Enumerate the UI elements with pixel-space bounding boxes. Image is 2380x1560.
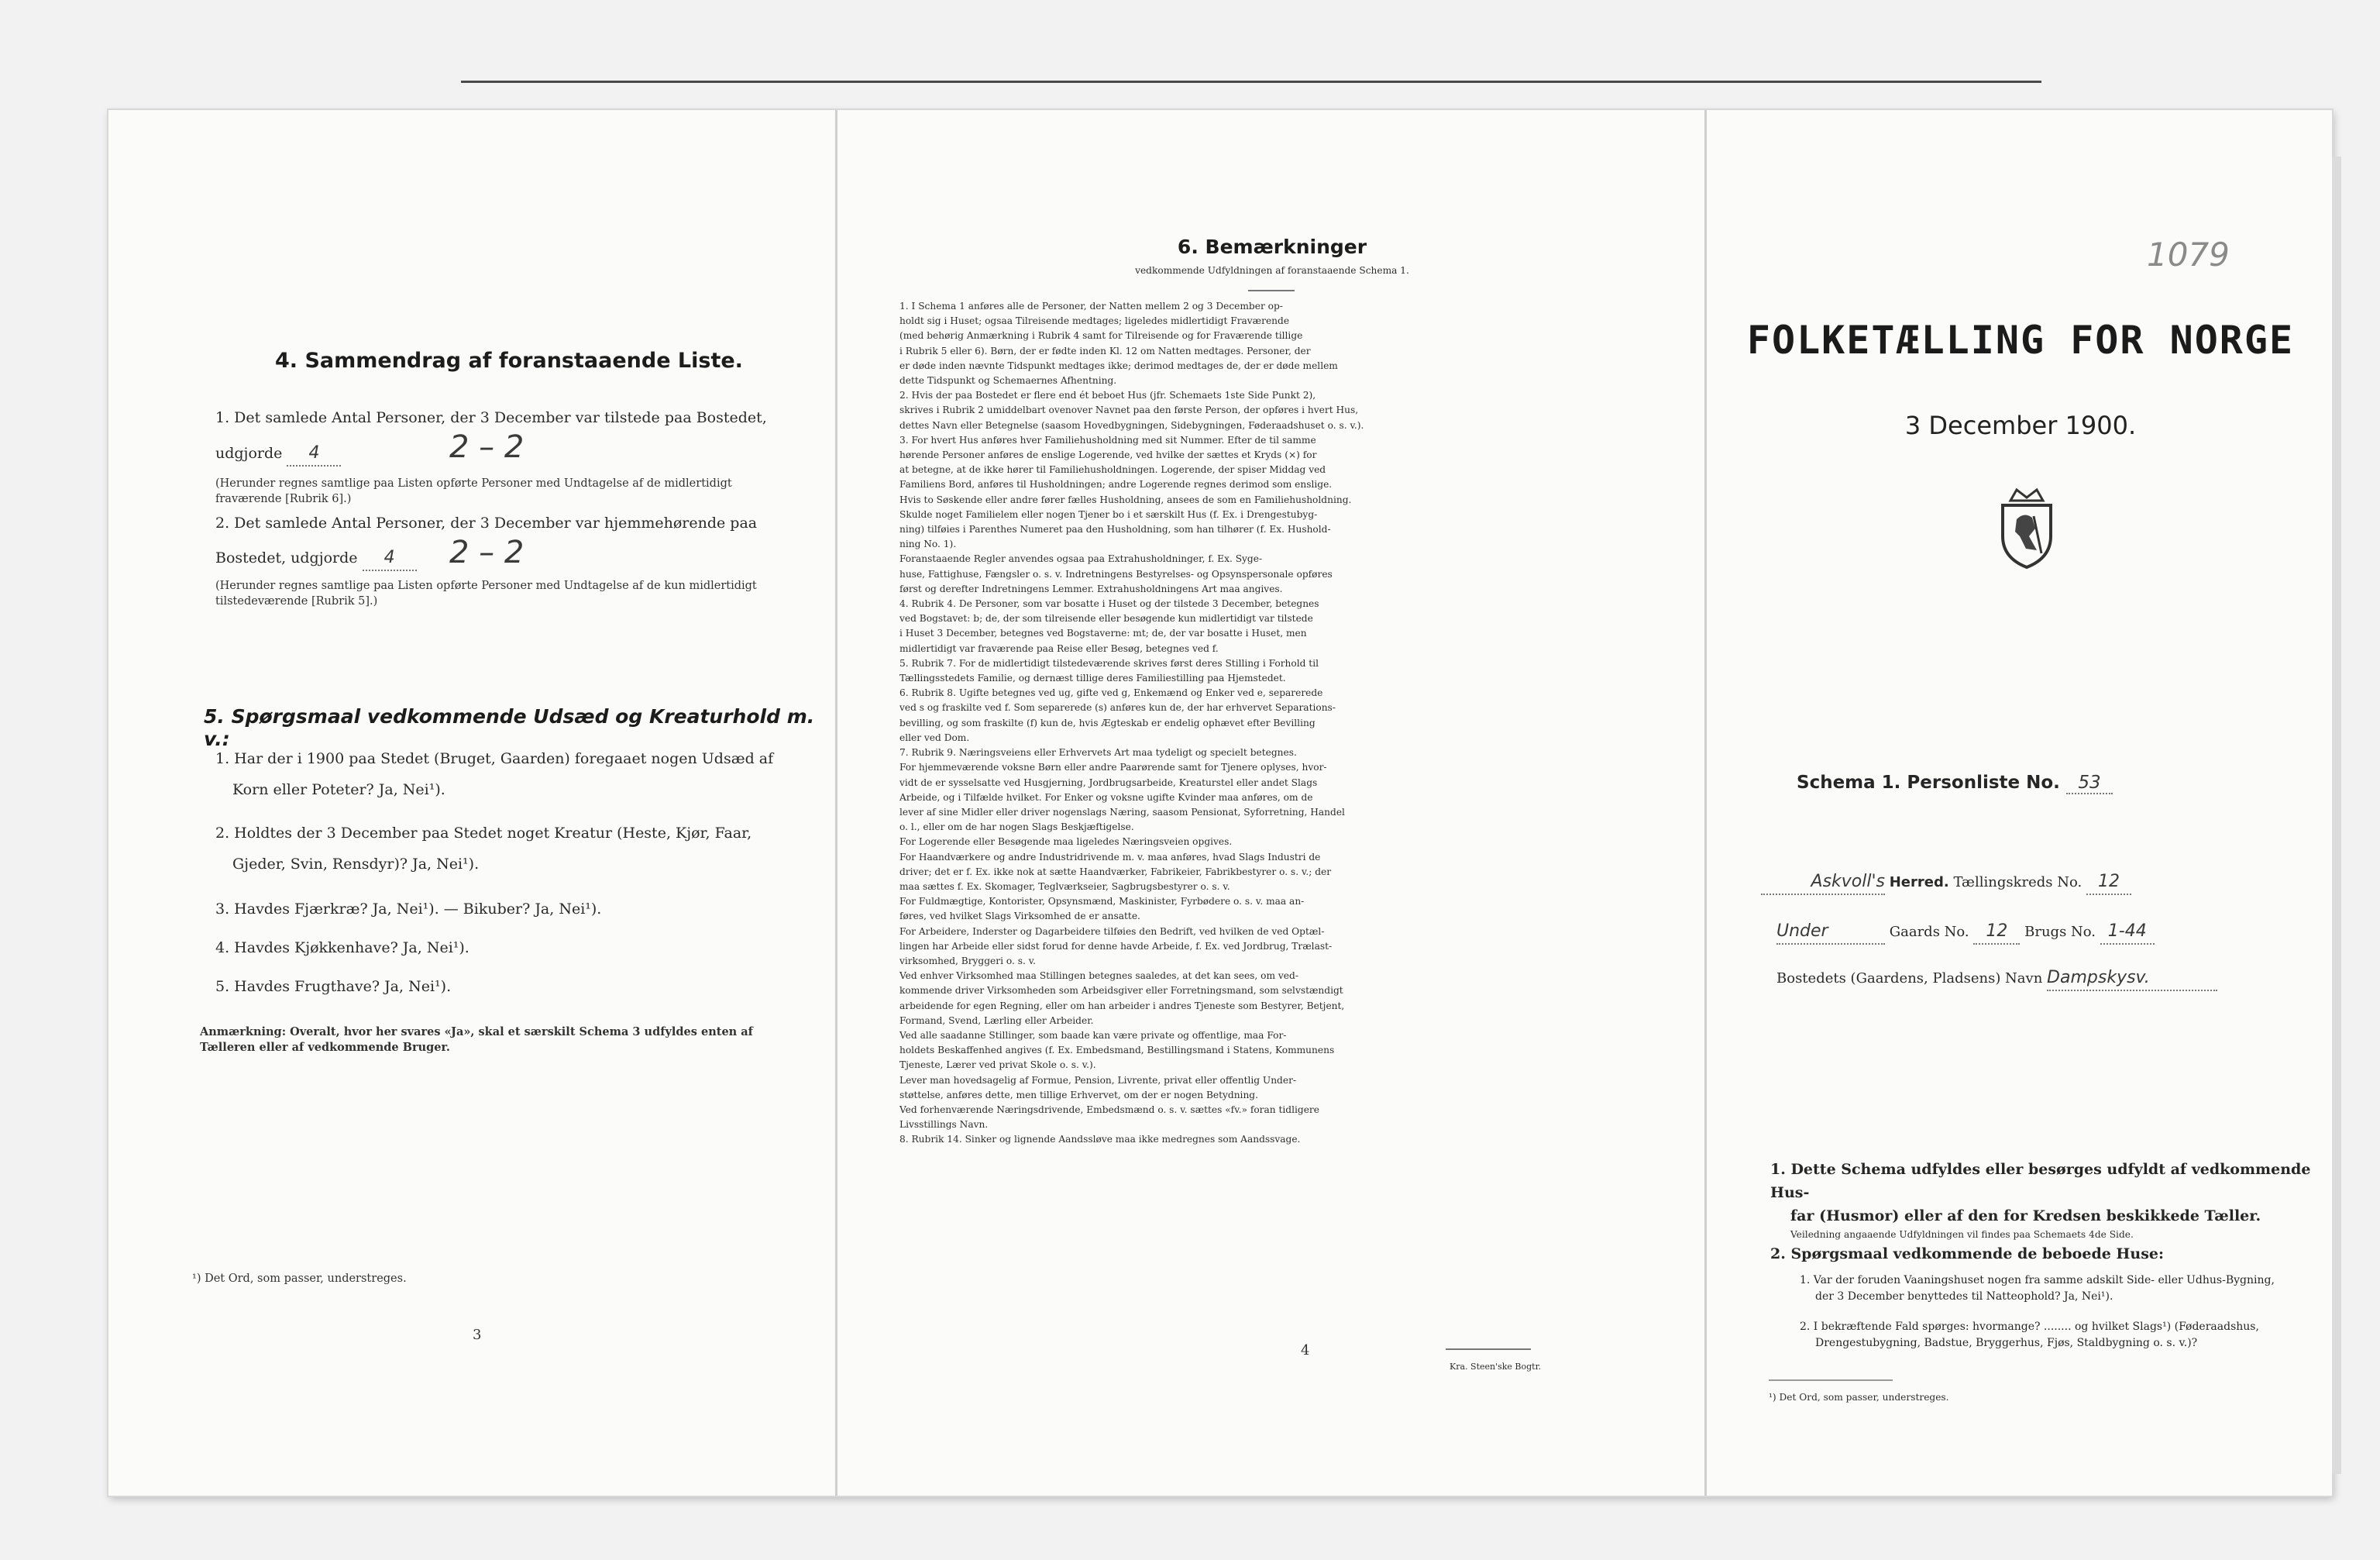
remark-line: Ved forhenværende Næringsdrivende, Embedsmænd o. s. v. sættes «fv.» foran tidligere: [899, 1104, 1319, 1115]
remark-line: Arbeide, og i Tilfælde hvilket. For Enker og voksne ugifte Kvinder maa anføres, om de: [899, 791, 1313, 803]
remark-line: 8. Rubrik 14. Sinker og lignende Aandssløve maa ikke medregnes som Aandssvage.: [899, 1134, 1301, 1145]
q1-note: (Herunder regnes samtlige paa Listen opførte Personer med Undtagelse af de midlertidigt fraværende [Rubrik 6].): [215, 477, 732, 505]
printer-rule: [1446, 1348, 1531, 1350]
census-sheet: [108, 110, 2332, 1496]
remark-line: 5. Rubrik 7. For de midlertidigt tilstedeværende skrives først deres Stilling i Forhold til: [899, 657, 1319, 669]
remark-line: 1. I Schema 1 anføres alle de Personer, der Natten mellem 2 og 3 December op-: [899, 301, 1283, 312]
sub-1b: der 3 December benyttedes til Natteophold? Ja, Nei¹).: [1815, 1290, 2113, 1303]
remark-line: Tjeneste, Lærer ved privat Skole o. s. v.).: [899, 1059, 1096, 1071]
instructions: [1770, 1158, 2313, 1266]
remark-line: For Logerende eller Besøgende maa ligeledes Næringsveien opgives.: [899, 836, 1233, 848]
footnote-rule: [1769, 1379, 1893, 1381]
remark-line: For hjemmeværende voksne Børn eller andre Paarørende samt for Tjenere oplyses, hvor-: [899, 762, 1327, 773]
remark-line: 2. Hvis der paa Bostedet er flere end ét beboet Hus (jfr. Schemaets 1ste Side Punkt 2),: [899, 390, 1316, 401]
q5-3: 3. Havdes Fjærkræ? Ja, Nei¹). — Bikuber? Ja, Nei¹).: [215, 901, 602, 918]
instr-2: 2. Spørgsmaal vedkommende de beboede Huse:: [1770, 1245, 2164, 1263]
remark-line: ning No. 1).: [899, 539, 957, 550]
remark-line: Skulde noget Familielem eller nogen Tjener bo i et særskilt Hus (f. Ex. i Drengestubyg-: [899, 508, 1318, 520]
remark-line: 3. For hvert Hus anføres hver Familiehusholdning med sit Nummer. Efter de til samme: [899, 434, 1316, 446]
kreds-label: Tællingskreds No.: [1953, 874, 2082, 890]
schema-label: Schema 1. Personliste No.: [1797, 773, 2060, 793]
sub-2b: Drengestubygning, Badstue, Bryggerhus, Fjøs, Staldbygning o. s. v.)?: [1815, 1337, 2198, 1349]
remark-line: ved s og fraskilte ved f. Som separerede (s) anføres kun de, der har erhvervet Separations-: [899, 702, 1336, 714]
remark-line: eller ved Dom.: [899, 732, 970, 743]
remark-line: virksomhed, Bryggeri o. s. v.: [899, 955, 1037, 966]
page-1: [1704, 110, 2334, 1496]
remark-line: 6. Rubrik 8. Ugifte betegnes ved ug, gifte ved g, Enkemænd og Enker ved e, separerede: [899, 687, 1323, 699]
q5-4: 4. Havdes Kjøkkenhave? Ja, Nei¹).: [215, 939, 469, 956]
instr-1b: far (Husmor) eller af den for Kredsen beskikkede Tæller.: [1790, 1207, 2261, 1224]
kreds-no: 12: [2086, 870, 2131, 895]
census-title: FOLKETÆLLING FOR NORGE: [1746, 318, 2295, 363]
remark-line: maa sættes f. Ex. Skomager, Teglværkseier, Sagbrugsbestyrer o. s. v.: [899, 880, 1230, 892]
q1-hand-large: 2 – 2: [449, 429, 524, 465]
q2-hand-large: 2 – 2: [449, 535, 524, 570]
remark-line: føres, ved hvilket Slags Virksomhed de er ansatte.: [899, 911, 1140, 922]
q5-5: 5. Havdes Frugthave? Ja, Nei¹).: [215, 978, 452, 995]
remark-line: kommende driver Virksomheden som Arbeidsgiver eller Forretningsmand, som selvstændigt: [899, 985, 1343, 997]
title-rule: [1248, 290, 1295, 291]
sub-questions: [1800, 1272, 2327, 1352]
bosted-label: Bostedets (Gaardens, Pladsens) Navn: [1776, 970, 2043, 987]
footnote: ¹) Det Ord, som passer, understreges.: [192, 1272, 407, 1285]
remark-line: dettes Navn eller Betegnelse (saasom Hovedbygningen, Sidebygningen, Føderaadshuset o. s. v.).: [899, 419, 1364, 431]
bemerkninger-subtitle: vedkommende Udfyldningen af foranstaaende Schema 1.: [1135, 265, 1409, 276]
remark-line: vidt de er sysselsatte ved Husgjerning, Jordbrugsarbeide, Kreaturstel eller andet Slags: [899, 777, 1318, 788]
remark-line: ved Bogstavet: b; de, der som tilreisende eller besøgende kun midlertidigt var tilstede: [899, 613, 1313, 625]
remark-line: støttelse, anføres dette, men tillige Erhvervet, om der er nogen Betydning.: [899, 1089, 1258, 1100]
q1-udgjorde-label: udgjorde: [215, 445, 283, 462]
remark-line: holdt sig i Huset; ogsaa Tilreisende medtages; ligeledes midlertidigt Fraværende: [899, 315, 1290, 327]
remark-line: Hvis to Søskende eller andre fører fælles Husholdning, ansees de som en Familiehusholdning.: [899, 494, 1352, 505]
remark-line: bevilling, og som fraskilte (f) kun de, hvis Ægteskab er endelig ophævet efter Bevilling: [899, 717, 1316, 728]
remark-line: er døde inden nævnte Tidspunkt medtages ikke; derimod medtages de, der er døde mellem: [899, 360, 1338, 371]
archive-number: 1079: [2147, 236, 2230, 274]
q5-2b: Gjeder, Svin, Rensdyr)? Ja, Nei¹).: [232, 856, 480, 873]
coat-of-arms-icon: [1995, 485, 2058, 570]
top-rule: [461, 81, 2041, 83]
remark-line: hørende Personer anføres de enslige Logerende, ved hvilke der sættes et Kryds (×) for: [899, 449, 1317, 461]
page-4: [835, 110, 1707, 1496]
q5-1b: Korn eller Poteter? Ja, Nei¹).: [232, 781, 445, 798]
remark-line: at betegne, at de ikke hører til Familiehusholdningen. Logerende, der spiser Middag ved: [899, 464, 1326, 476]
census-date: 3 December 1900.: [1904, 411, 2137, 440]
anmerkning: Anmærkning: Overalt, hvor her svares «Ja», skal et særskilt Schema 3 udfyldes enten af Tælleren eller af vedkommende Bruger.: [200, 1025, 753, 1054]
section-4-title: 4. Sammendrag af foranstaaende Liste.: [275, 349, 743, 373]
page-number: 3: [473, 1327, 482, 1343]
remark-line: lingen har Arbeide eller sidst forud for denne havde Arbeide, f. Ex. ved Jordbrug, Trælast-: [899, 940, 1333, 952]
footnote: ¹) Det Ord, som passer, understreges.: [1769, 1392, 1949, 1403]
page-3: [108, 110, 835, 1496]
remark-line: For Arbeidere, Inderster og Dagarbeidere tilføies den Bedrift, ved hvilken de ved Optæl-: [899, 925, 1325, 937]
remark-line: lever af sine Midler eller driver nogenslags Næring, saasom Pensionat, Syforretning, Handel: [899, 806, 1345, 818]
herred-hand: Askvoll's: [1761, 870, 1885, 895]
q2-note: (Herunder regnes samtlige paa Listen opførte Personer med Undtagelse af de kun midlertidigt tilstedeværende [Rubrik 5].): [215, 580, 757, 608]
remark-line: For Fuldmægtige, Kontorister, Opsynsmænd, Maskinister, Fyrbødere o. s. v. maa an-: [899, 896, 1305, 907]
q1-udgjorde: [215, 441, 341, 467]
remark-line: ning) tilføies i Parenthes Numeret paa den Husholdning, som han tilhører (f. Ex. Hushold-: [899, 524, 1331, 535]
remark-line: Familiens Bord, anføres til Husholdningen; andre Logerende regnes derimod som enslige.: [899, 479, 1333, 491]
personliste-no: 53: [2066, 773, 2113, 794]
q2-bostedet: [215, 546, 417, 571]
remark-line: o. l., eller om de har nogen Slags Beskjæftigelse.: [899, 821, 1134, 833]
gaards-label: Gaards No.: [1889, 924, 1969, 940]
remark-line: dette Tidspunkt og Schemaernes Afhentning.: [899, 375, 1117, 387]
gaards-line: [1776, 919, 2155, 945]
remark-line: arbeidende for egen Regning, eller om han arbeider i andres Tjeneste som Bestyrer, Betjent,: [899, 1000, 1345, 1011]
remark-line: driver; det er f. Ex. ikke nok at sætte Haandværker, Fabrikeier, Fabrikbestyrer o. s. v.; der: [899, 866, 1332, 877]
herred-line: [1761, 870, 2131, 895]
remark-line: huse, Fattighuse, Fængsler o. s. v. Indretningens Bestyrelses- og Opsynspersonale opføres: [899, 568, 1333, 580]
remark-line: For Haandværkere og andre Industridrivende m. v. maa anføres, hvad Slags Industri de: [899, 851, 1321, 863]
q2-bostedet-label: Bostedet, udgjorde: [215, 549, 358, 566]
q2-hand-small: 4: [363, 546, 417, 571]
q1-text: 1. Det samlede Antal Personer, der 3 December var tilstede paa Bostedet,: [215, 409, 767, 426]
bosted-hand: Dampskysv.: [2047, 966, 2217, 991]
q2-text: 2. Det samlede Antal Personer, der 3 December var hjemmehørende paa: [215, 515, 758, 532]
remark-line: holdets Beskaffenhed angives (f. Ex. Embedsmand, Bestillingsmand i Statens, Kommunens: [899, 1045, 1335, 1056]
under-hand: Under: [1776, 919, 1885, 945]
remark-line: Lever man hovedsagelig af Formue, Pension, Livrente, privat eller offentlig Under-: [899, 1074, 1297, 1086]
bosted-line: [1776, 966, 2217, 991]
page-number: 4: [1301, 1342, 1310, 1359]
remark-line: Formand, Svend, Lærling eller Arbeider.: [899, 1014, 1094, 1026]
sub-2a: 2. I bekræftende Fald spørges: hvormange? ........ og hvilket Slags¹) (Føderaadshus,: [1800, 1321, 2259, 1333]
sub-1a: 1. Var der foruden Vaaningshuset nogen fra samme adskilt Side- eller Udhus-Bygning,: [1800, 1274, 2275, 1286]
remark-line: (med behørig Anmærkning i Rubrik 4 samt for Tilreisende og for Fraværende tillige: [899, 330, 1303, 342]
remark-line: Tællingsstedets Familie, og dernæst tillige deres Familiestilling paa Hjemstedet.: [899, 673, 1286, 684]
remark-line: først og derefter Indretningens Lemmer. Extrahusholdningens Art maa angives.: [899, 583, 1283, 594]
schema-line: [1797, 773, 2113, 794]
remark-line: 7. Rubrik 9. Næringsveiens eller Erhvervets Art maa tydeligt og specielt betegnes.: [899, 747, 1297, 759]
brugs-label: Brugs No.: [2024, 924, 2096, 940]
gaards-no: 12: [1973, 919, 2020, 945]
remark-line: midlertidigt var fraværende paa Reise eller Besøg, betegnes ved f.: [899, 642, 1219, 654]
q5-2a: 2. Holdtes der 3 December paa Stedet noget Kreatur (Heste, Kjør, Faar,: [215, 825, 752, 842]
remark-line: i Huset 3 December, betegnes ved Bogstaverne: mt; de, der var bosatte i Huset, men: [899, 628, 1307, 639]
brugs-no: 1-44: [2100, 919, 2155, 945]
herred-label: Herred.: [1889, 874, 1949, 890]
section-5-title: 5. Spørgsmaal vedkommende Udsæd og Kreaturhold m. v.:: [204, 705, 815, 750]
remarks-list: [899, 299, 1643, 1148]
footnote-area: [192, 1271, 649, 1286]
remark-line: Ved alle saadanne Stillinger, som baade kan være private og offentlige, maa For-: [899, 1029, 1287, 1041]
remark-line: Ved enhver Virksomhed maa Stillingen betegnes saaledes, at det kan sees, om ved-: [899, 970, 1298, 982]
remark-line: Livsstillings Navn.: [899, 1119, 989, 1131]
q1-hand-small: 4: [287, 441, 341, 467]
bemerkninger-title: 6. Bemærkninger: [1177, 236, 1367, 258]
instr-1a: 1. Dette Schema udfyldes eller besørges udfyldt af vedkommende Hus-: [1770, 1161, 2311, 1201]
printer-mark: Kra. Steen'ske Bogtr.: [1450, 1362, 1542, 1372]
remark-line: i Rubrik 5 eller 6). Børn, der er fødte inden Kl. 12 om Natten medtages. Personer, der: [899, 345, 1311, 356]
remark-line: Foranstaaende Regler anvendes ogsaa paa Extrahusholdninger, f. Ex. Syge-: [899, 553, 1263, 565]
remark-line: 4. Rubrik 4. De Personer, som var bosatte i Huset og der tilstede 3 December, betegnes: [899, 598, 1319, 610]
remark-line: skrives i Rubrik 2 umiddelbart ovenover Navnet paa den første Person, der opføres i hvert Hus,: [899, 405, 1359, 416]
q5-1a: 1. Har der i 1900 paa Stedet (Bruget, Gaarden) foregaaet nogen Udsæd af: [215, 750, 774, 767]
instr-1c: Veiledning angaaende Udfyldningen vil findes paa Schemaets 4de Side.: [1790, 1229, 2134, 1240]
